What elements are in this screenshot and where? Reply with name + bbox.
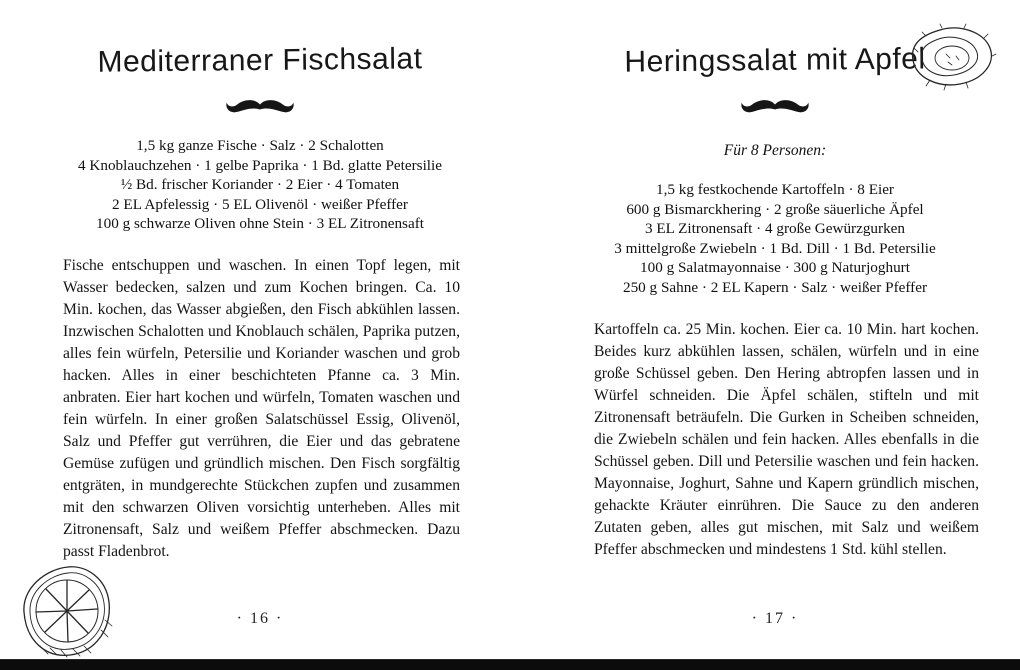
ingredient-line: 1,5 kg festkochende Kartoffeln · 8 Eier bbox=[656, 181, 894, 198]
ingredient-line: 100 g schwarze Oliven ohne Stein · 3 EL Zitronensaft bbox=[96, 215, 424, 233]
ingredient-line: ½ Bd. frischer Koriander · 2 Eier · 4 Tomaten bbox=[120, 176, 400, 194]
book-edge bbox=[0, 659, 1020, 670]
ingredient-line: 3 EL Zitronensaft · 4 große Gewürzgurken bbox=[644, 220, 906, 238]
lemon-illustration bbox=[18, 562, 118, 658]
recipe-instructions: Kartoffeln ca. 25 Min. kochen. Eier ca. 10 Min. hart kochen. Beides kurz abkühlen lassen, schälen, würfeln und in eine große Schüssel geben. Den Hering abtropfen lassen und in Würfel schneiden. Die Äpfel schälen, stifteln und mit Zitronensaft beträufeln. Die Gurken in Scheiben schneiden, die Zwiebeln schälen und fein hacken. Alles ebenfalls in die Schüssel geben. Dill und Petersilie waschen und fein hacken. Mayonnaise, Joghurt, Sahne und Kapern gründlich mischen, gehackte Kräuter einrühren. Die Sauce zu den anderen Zutaten geben, alles gut mischen, mit Salz und weißem Pfeffer abschmecken und mindestens 1 Std. kühl stellen. bbox=[594, 320, 979, 558]
coconut-illustration bbox=[906, 22, 998, 94]
mustache-icon bbox=[555, 96, 995, 120]
ingredient-line: 100 g Salatmayonnaise · 300 g Naturjoghurt bbox=[640, 259, 910, 277]
ingredient-list bbox=[555, 180, 995, 298]
page-number-right: · 17 · bbox=[751, 610, 799, 627]
mustache-icon bbox=[40, 96, 480, 120]
right-page bbox=[555, 0, 995, 650]
ingredient-line: 4 Knoblauchzehen · 1 gelbe Paprika · 1 Bd. glatte Petersilie bbox=[78, 156, 442, 174]
ingredient-list bbox=[40, 136, 480, 234]
serves-label: Für 8 Personen: bbox=[723, 142, 827, 159]
ingredient-line: 3 mittelgroße Zwiebeln · 1 Bd. Dill · 1 Bd. Petersilie bbox=[614, 239, 936, 257]
ingredient-line: 2 EL Apfelessig · 5 EL Olivenöl · weißer Pfeffer bbox=[112, 195, 408, 213]
recipe-title-right: Heringssalat mit Apfel bbox=[624, 42, 926, 79]
ingredient-line: 1,5 kg ganze Fische · Salz · 2 Schalotten bbox=[136, 137, 384, 154]
ingredient-line: 250 g Sahne · 2 EL Kapern · Salz · weißer Pfeffer bbox=[622, 278, 928, 296]
ingredient-line: 600 g Bismarckhering · 2 große säuerliche Äpfel bbox=[626, 200, 924, 218]
recipe-title-left: Mediterraner Fischsalat bbox=[97, 42, 423, 79]
left-page bbox=[40, 0, 480, 650]
recipe-instructions: Fische entschuppen und waschen. In einen Topf legen, mit Wasser bedecken, salzen und zum Kochen bringen. Ca. 10 Min. kochen, das Wasser abgießen, den Fisch abkühlen lassen. Inzwischen Schalotten und Knoblauch schälen, Paprika putzen, alles fein würfeln, Petersilie und Koriander waschen und grob hacken. Alles in einer beschichteten Pfanne ca. 3 Min. anbraten. Eier hart kochen und würfeln, Tomaten waschen und fein würfeln. In einer großen Salatschüssel Essig, Olivenöl, Salz und Pfeffer gut verrühren, die Eier und das gebratene Gemüse zufügen und gründlich mischen. Den Fisch sorgfältig entgräten, in mundgerechte Stückchen zupfen und zusammen mit den schwarzen Oliven vorsichtig unterheben. Alles mit Zitronensaft, Salz und weißem Pfeffer abschmecken. Dazu passt Fladenbrot. bbox=[63, 256, 460, 560]
page-number-left: · 16 · bbox=[236, 610, 284, 627]
